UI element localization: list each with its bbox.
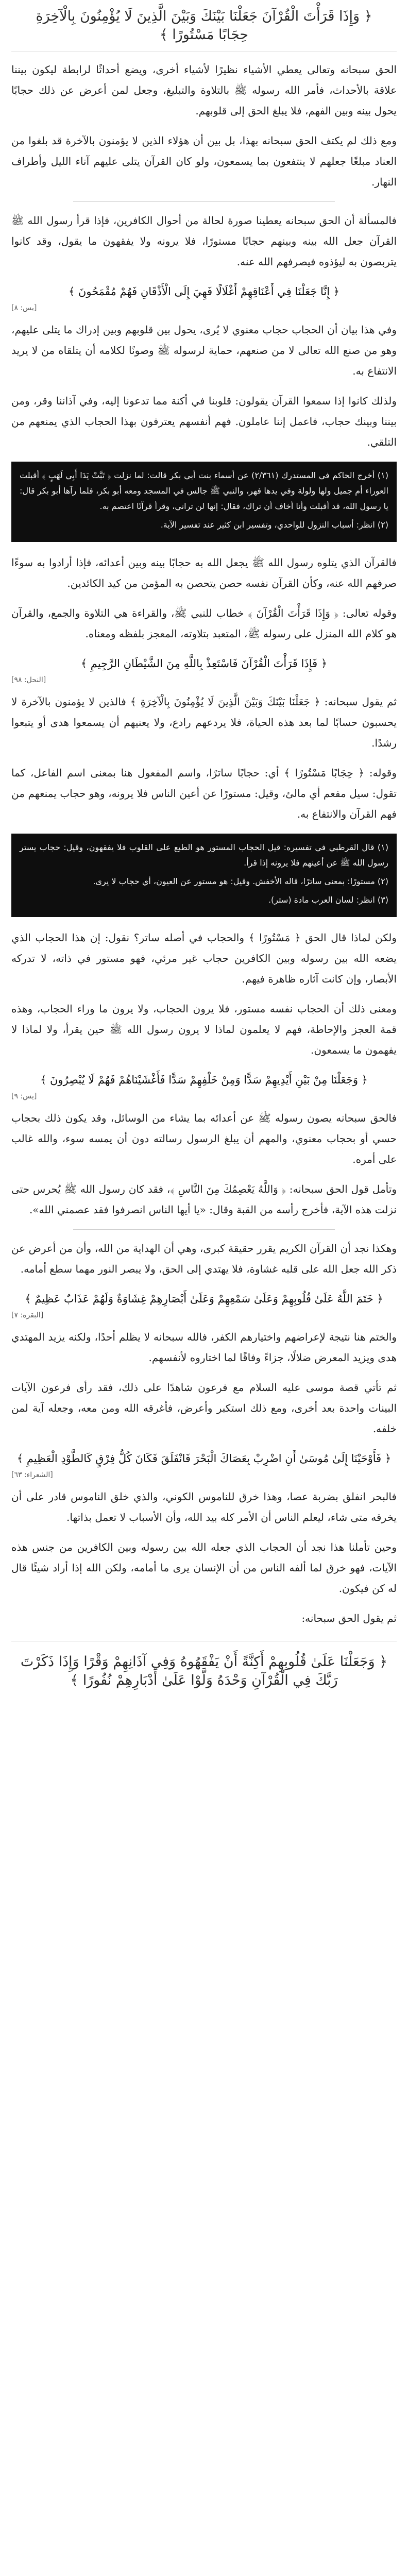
paragraph: الحق سبحانه وتعالى يعطي الأشياء نظيرًا لأشياء أخرى، ويضع أحداثًا لرابطة ليكون بيننا علاقة بالأحداث، فأمر الله رسوله ﷺ بالتلاوة والتبليغ، وجعل لمن أعرض عن ذلك حجابًا يحول بينه وبين الفهم، فلا يبلغ الحق إلى قلوبهم. bbox=[11, 63, 397, 117]
quran-verse: ﴿ فَإِذَا قَرَأْتَ الْقُرْآنَ فَاسْتَعِذْ بِاللَّهِ مِنَ الشَّيْطَانِ الرَّجِيمِ ﴾ bbox=[80, 657, 328, 670]
quran-verse: ﴿ إِنَّا جَعَلْنَا فِي أَعْنَاقِهِمْ أَغْلَالًا فَهِيَ إِلَى الْأَذْقَانِ فَهُمْ مُقْمَحُونَ ﴾ bbox=[68, 285, 340, 298]
quran-verse: ﴿ خَتَمَ اللَّهُ عَلَىٰ قُلُوبِهِمْ وَعَلَىٰ سَمْعِهِمْ وَعَلَىٰ أَبْصَارِهِمْ غِشَاوَةٌ وَلَهُمْ عَذَابٌ عَظِيمٌ ﴾ bbox=[25, 1293, 383, 1305]
paragraph: ثم تأتي قصة موسى عليه السلام مع فرعون شاهدًا على ذلك، فقد رأى فرعون الآيات البينات واحدة بعد أخرى، ومع ذلك استكبر وأعرض، فأغرقه الله ومن معه، وجعله آية لمن خلفه. bbox=[11, 1381, 397, 1435]
paragraph: ولكن لماذا قال الحق ﴿ مَسْتُورًا ﴾ والحجاب في أصله ساتر؟ نقول: إن هذا الحجاب الذي يضعه الله بين رسوله وبين الكافرين حجاب غير مرئي، فهو مستور في ذاته، لا تدركه الأبصار، وإن كانت آثاره ظاهرة فيهم. bbox=[11, 931, 397, 985]
footnotes-block bbox=[11, 462, 397, 542]
divider bbox=[73, 201, 335, 202]
paragraph: وهكذا نجد أن القرآن الكريم يقرر حقيقة كبرى، وهي أن الهداية من الله، وأن من أعرض عن ذكر الله جعل الله على قلبه غشاوة، فلا يهتدي إلى الحق، ولا يبصر النور مهما سطع أمامه. bbox=[11, 1242, 397, 1275]
quran-verse: ﴿ فَأَوْحَيْنَا إِلَىٰ مُوسَىٰ أَنِ اضْرِبْ بِعَصَاكَ الْبَحْرَ فَانْفَلَقَ فَكَانَ كُلُّ فِرْقٍ كَالطَّوْدِ الْعَظِيمِ ﴾ bbox=[16, 1452, 392, 1465]
footnote: (١) أخرج الحاكم في المستدرك (٢/٣٦١) عن أسماء بنت أبي بكر قالت: لما نزلت ﴿ تَبَّتْ يَدَا أَبِي لَهَبٍ ﴾ أقبلت العوراء أم جميل ولها ولولة وفي يدها فهر، والنبي ﷺ جالس في المسجد ومعه أبو بكر، فلما رآها أبو بكر قال: يا رسول الله، قد أقبلت وأنا أخاف أن تراك، فقال: إنها لن تراني، وقرأ قرآنًا اعتصم به. bbox=[20, 470, 388, 511]
verse-reference: [النحل: ٩٨] bbox=[11, 676, 46, 684]
footnote: (٣) انظر: لسان العرب مادة (ستر). bbox=[268, 895, 388, 905]
footnote: (٢) مستورًا: بمعنى ساترًا، قاله الأخفش. وقيل: هو مستور عن العيون، أي حجاب لا يرى. bbox=[93, 876, 388, 886]
quran-verse: ﴿ وَجَعَلْنَا مِنْ بَيْنِ أَيْدِيهِمْ سَدًّا وَمِنْ خَلْفِهِمْ سَدًّا فَأَغْشَيْنَاهُمْ فَهُمْ لَا يُبْصِرُونَ ﴾ bbox=[40, 1074, 368, 1086]
paragraph: فالحق سبحانه يصون رسوله ﷺ عن أعدائه بما يشاء من الوسائل، وقد يكون ذلك بحجاب حسي أو بحجاب معنوي، والمهم أن يبلغ الرسول رسالته دون أن يمسه سوء، والله غالب على أمره. bbox=[11, 1112, 397, 1165]
paragraph: فالمسألة أن الحق سبحانه يعطينا صورة لحالة من أحوال الكافرين، فإذا قرأ رسول الله ﷺ القرآن جعل الله بينه وبينهم حجابًا مستورًا، فلا يرونه ولا يفقهون ما يقول، وقد كانوا يتربصون به ليؤذوه فيصرفهم الله عنه. bbox=[11, 214, 397, 268]
verse-banner-bottom: ﴿ وَجَعَلْنَا عَلَىٰ قُلُوبِهِمْ أَكِنَّةً أَنْ يَفْقَهُوهُ وَفِي آذَانِهِمْ وَقْرًا وَإِذَا ذَكَرْتَ رَبَّكَ فِي الْقُرْآنِ وَحْدَهُ وَلَّوْا عَلَىٰ أَدْبَارِهِمْ نُفُورًا ﴾ bbox=[11, 1641, 397, 1701]
paragraph: ثم يقول سبحانه: ﴿ جَعَلْنَا بَيْنَكَ وَبَيْنَ الَّذِينَ لَا يُؤْمِنُونَ بِالْآخِرَةِ ﴾ فالذين لا يؤمنون بالآخرة لا يحسبون حسابًا لما بعد هذه الحياة، فلا يردعهم رادع، ولا يعنيهم أن يسمعوا هدى أو يتبعوا رشدًا. bbox=[11, 696, 397, 749]
footnote: (٢) انظر: أسباب النزول للواحدي، وتفسير ابن كثير عند تفسير الآية. bbox=[160, 520, 388, 530]
paragraph: ومع ذلك لم يكتف الحق سبحانه بهذا، بل بين أن هؤلاء الذين لا يؤمنون بالآخرة قد بلغوا من العناد مبلغًا جعلهم لا ينتفعون بما يسمعون، ولو كان القرآن يتلى عليهم آناء الليل وأطراف النهار. bbox=[11, 134, 397, 188]
paragraph: والختم هنا نتيجة لإعراضهم واختيارهم الكفر، فالله سبحانه لا يظلم أحدًا، ولكنه يزيد المهتدي هدى ويزيد المعرض ضلالًا، جزاءً وفاقًا لما اختاروه لأنفسهم. bbox=[11, 1331, 397, 1364]
paragraph: وحين تأملنا هذا نجد أن الحجاب الذي جعله الله بين رسوله وبين الكافرين من جنس هذه الآيات، فهو خرق لما ألفه الناس من أن الإنسان يرى ما أمامه، ولكن الله إذا أراد شيئًا قال له كن فيكون. bbox=[11, 1541, 397, 1595]
verse-reference: [يس: ٩] bbox=[11, 1092, 37, 1100]
paragraph: ثم يقول الحق سبحانه: bbox=[301, 1612, 397, 1624]
paragraph: ولذلك كانوا إذا سمعوا القرآن يقولون: قلوبنا في أكنة مما تدعونا إليه، وفي آذاننا وقر، ومن بيننا وبينك حجاب، فاعمل إننا عاملون. فهم أنفسهم يعترفون بهذا الحجاب الذي يمنعهم من التلقي. bbox=[11, 395, 397, 448]
verse-reference: [يس: ٨] bbox=[11, 304, 37, 312]
verse-reference: [البقرة: ٧] bbox=[11, 1311, 44, 1319]
paragraph: وقوله: ﴿ حِجَابًا مَسْتُورًا ﴾ أي: حجابًا ساترًا، واسم المفعول هنا بمعنى اسم الفاعل، كما تقول: سيل مفعم أي مالئ، وقيل: مستورًا عن أعين الناس فلا يرونه، وهو حجاب يمنعهم من فهم القرآن والانتفاع به. bbox=[11, 767, 397, 820]
paragraph: ومعنى ذلك أن الحجاب نفسه مستور، فلا يرون الحجاب، ولا يرون ما وراء الحجاب، وهذه قمة العجز والإحاطة، فهم لا يعلمون لماذا لا يرون رسول الله ﷺ حين يقرأ، ولا لماذا لا يفهمون ما يسمعون. bbox=[11, 1003, 397, 1056]
verse-reference: [الشعراء: ٦٣] bbox=[11, 1471, 53, 1479]
paragraph: وتأمل قول الحق سبحانه: ﴿ وَاللَّهُ يَعْصِمُكَ مِنَ النَّاسِ ﴾، فقد كان رسول الله ﷺ يُحرس حتى نزلت هذه الآية، فأخرج رأسه من القبة وقال: «يا أيها الناس انصرفوا فقد عصمني الله». bbox=[11, 1183, 397, 1216]
paragraph: وفي هذا بيان أن الحجاب حجاب معنوي لا يُرى، يحول بين قلوبهم وبين إدراك ما يتلى عليهم، وهو من صنع الله تعالى لا من صنعهم، حماية لرسوله ﷺ وصونًا لكلامه أن يتلقاه من لا يريد الانتفاع به. bbox=[11, 324, 397, 377]
footnotes-block bbox=[11, 834, 397, 917]
footnote: (١) قال القرطبي في تفسيره: قيل الحجاب المستور هو الطبع على القلوب فلا يفقهون، وقيل: حجاب يستر رسول الله ﷺ عن أعينهم فلا يرونه إذا قرأ. bbox=[20, 842, 388, 868]
paragraph: فالبحر انفلق بضربة عصا، وهذا خرق للناموس الكوني، والذي خلق الناموس قادر على أن يخرقه متى شاء، ليعلم الناس أن الأمر كله بيد الله، وأن الأسباب لا تعمل بذاتها. bbox=[11, 1490, 397, 1523]
divider bbox=[73, 1229, 335, 1230]
paragraph: فالقرآن الذي يتلوه رسول الله ﷺ يجعل الله به حجابًا بينه وبين أعدائه، فإذا أرادوا به سوءًا صرفهم الله عنه، وكأن القرآن نفسه حصن يتحصن به المؤمن من كيد الكائدين. bbox=[11, 556, 397, 589]
paragraph: وقوله تعالى: ﴿ وَإِذَا قَرَأْتَ الْقُرْآنَ ﴾ خطاب للنبي ﷺ، والقراءة هي التلاوة والجمع، والقرآن هو كلام الله المنزل على رسوله ﷺ، المتعبد بتلاوته، المعجز بلفظه ومعناه. bbox=[11, 607, 397, 640]
verse-banner-top: ﴿ وَإِذَا قَرَأْتَ الْقُرْآنَ جَعَلْنَا بَيْنَكَ وَبَيْنَ الَّذِينَ لَا يُؤْمِنُونَ بِالْآخِرَةِ حِجَابًا مَسْتُورًا ﴾ bbox=[11, 0, 397, 52]
